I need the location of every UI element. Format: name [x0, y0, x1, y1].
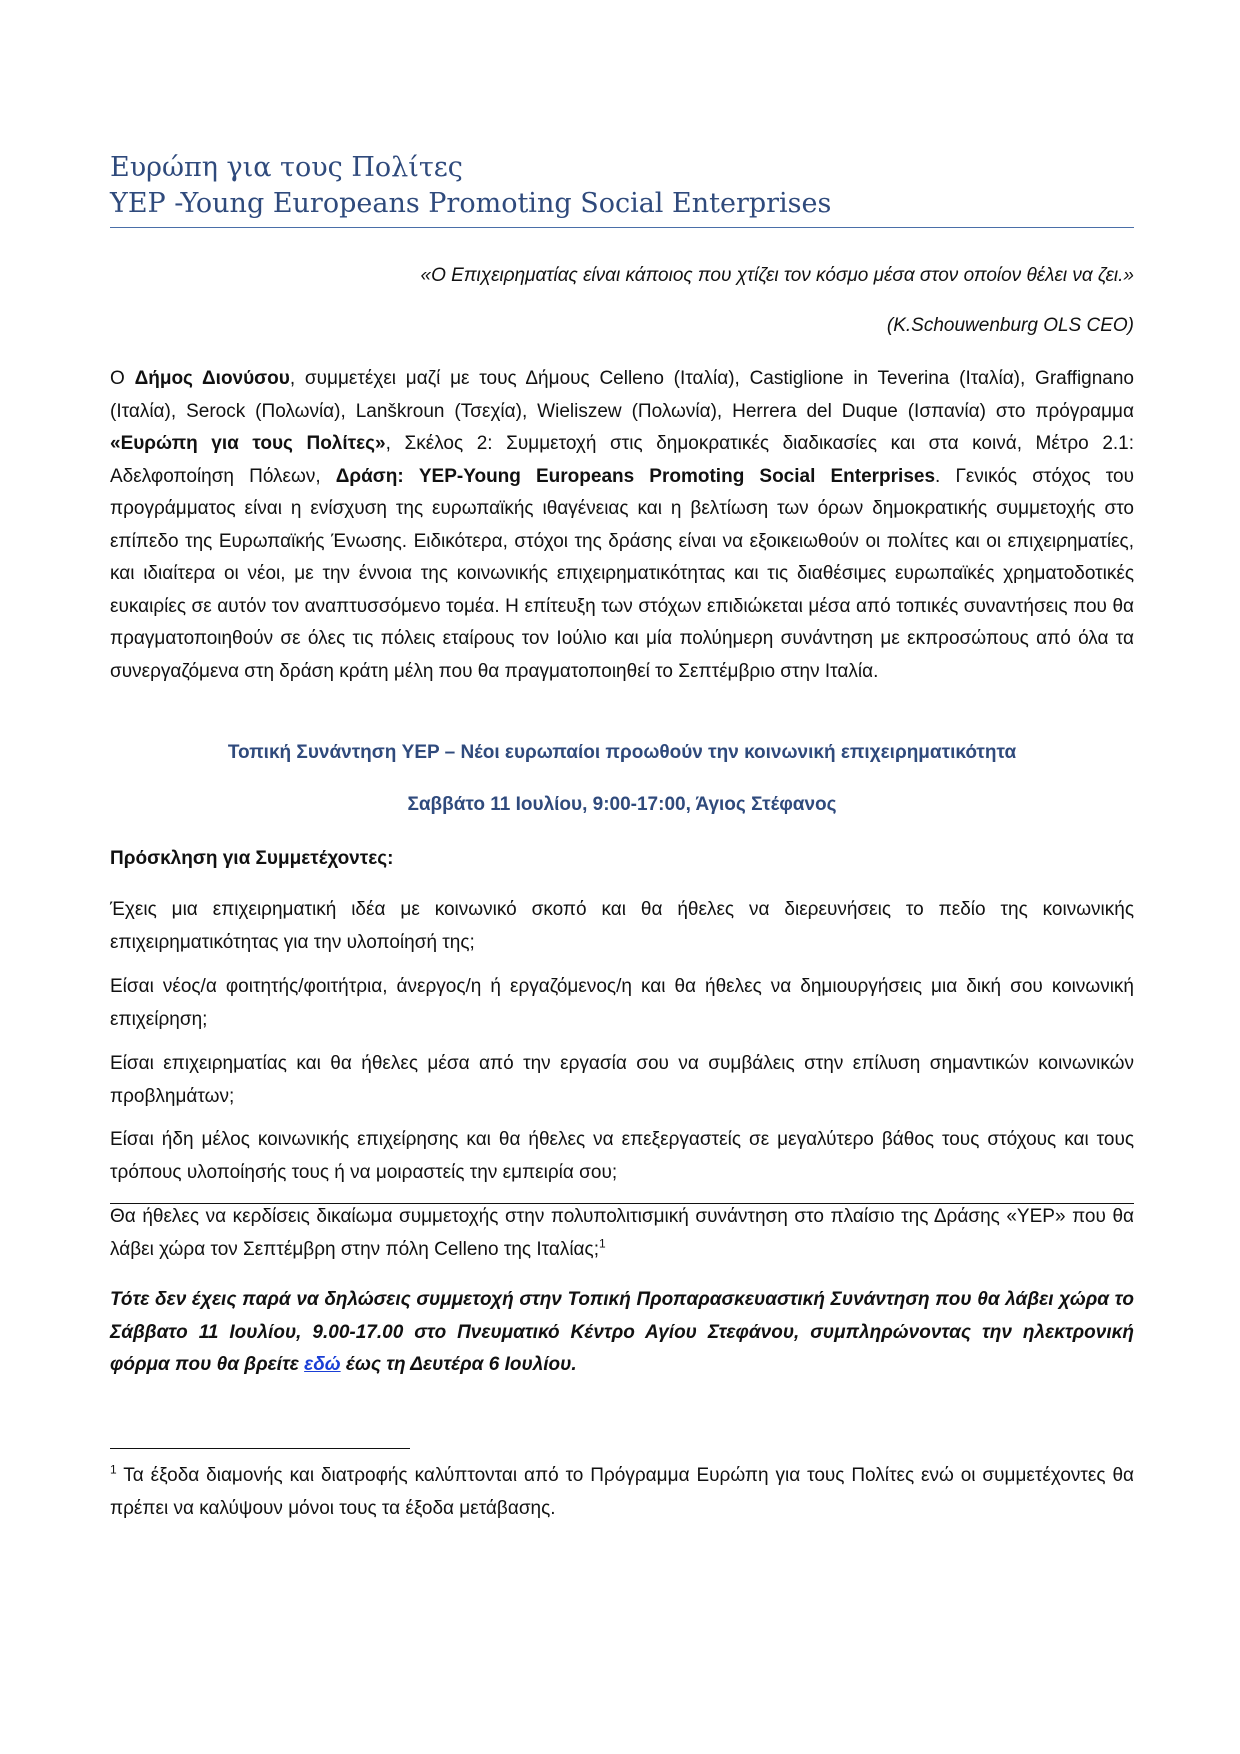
intro-text-1: Ο — [110, 368, 135, 389]
event-title: Τοπική Συνάντηση YEP – Νέοι ευρωπαίοι προωθούν την κοινωνική επιχειρηματικότητα — [227, 742, 1017, 763]
footnote-reference: 1 — [598, 1236, 606, 1251]
question-paragraph: Είσαι νέος/α φοιτητής/φοιτήτρια, άνεργος/η ή εργαζόμενος/η και θα ήθελες να δημιουργήσεις μια δική σου κοινωνική επιχείρηση; — [110, 976, 1134, 1030]
intro-text-4: . Γενικός στόχος του προγράμματος είναι η ενίσχυση της ευρωπαϊκής ιθαγένειας και η βελτίωση των όρων δημοκρατικής συμμετοχής στο επίπεδο της Ευρωπαϊκής Ένωσης. Ειδικότερα, στόχοι της δράσης είναι να εξοικειωθούν οι πολίτες και οι επιχειρηματίες, και ιδιαίτερα οι νέοι, με την έννοια της κοινωνικής επιχειρηματικότητας και τις διαθέσιμες ευρωπαϊκές χρηματοδοτικές ευκαιρίες σε αυτόν τον αναπτυσσόμενο τομέα. Η επίτευξη των στόχων επιδιώκεται μέσα από τοπικές συναντήσεις που θα πραγματοποιηθούν σε όλες τις πόλεις εταίρους τον Ιούλιο και μία πολύημερη συνάντηση με εκπροσώπους από όλα τα συνεργαζόμενα στη δράση κράτη μέλη που θα πραγματοποιηθεί το Σεπτέμβριο στην Ιταλία. — [110, 465, 1134, 682]
registration-paragraph — [110, 1284, 1134, 1382]
header-title-line2: YEP -Young Europeans Promoting Social Enterprises — [110, 188, 832, 219]
question-paragraph: Είσαι επιχειρηματίας και θα ήθελες μέσα από την εργασία σου να συμβάλεις στην επίλυση σημαντικών κοινωνικών προβλημάτων; — [110, 1053, 1134, 1107]
header-divider — [110, 227, 1134, 228]
question-paragraph: Έχεις μια επιχειρηματική ιδέα με κοινωνικό σκοπό και θα ήθελες να διερευνήσεις το πεδίο της κοινωνικής επιχειρηματικότητας για την υλοποίησή της; — [110, 899, 1134, 953]
intro-text-2: , συμμετέχει μαζί με τους Δήμους Celleno (Ιταλία), Castiglione in Teverina (Ιταλία), Graffignano (Ιταλία), Serock (Πολωνία), Lanškroun (Τσεχία), Wieliszew (Πολωνία), Herrera del Duque (Ισπανία) στο πρόγραμμα — [110, 368, 1135, 422]
intro-bold-program: «Ευρώπη για τους Πολίτες» — [110, 433, 386, 454]
document-header — [110, 150, 1134, 222]
footnote-divider — [110, 1448, 410, 1449]
event-datetime: Σαββάτο 11 Ιουλίου, 9:00-17:00, Άγιος Στέφανος — [407, 794, 837, 815]
question-paragraph: Είσαι ήδη μέλος κοινωνικής επιχείρησης και θα ήθελες να επεξεργαστείς σε μεγαλύτερο βάθος τους στόχους και τους τρόπους υλοποίησής τους ή να μοιραστείς την εμπειρία σου; — [110, 1129, 1134, 1183]
last-question-text: Θα ήθελες να κερδίσεις δικαίωμα συμμετοχής στην πολυπολιτισμική συνάντηση στο πλαίσιο της Δράσης «YEP» που θα λάβει χώρα τον Σεπτέμβρη στην πόλη Celleno της Ιταλίας; — [110, 1206, 1134, 1260]
intro-bold-municipality: Δήμος Διονύσου — [134, 368, 290, 389]
quote-text: «Ο Επιχειρηματίας είναι κάποιος που χτίζει τον κόσμο μέσα στον οποίον θέλει να ζει.» — [420, 265, 1134, 286]
intro-bold-action: Δράση: YEP-Young Europeans Promoting Social Enterprises — [335, 465, 936, 487]
footnote-mark: 1 — [110, 1462, 117, 1477]
footnote-text: Τα έξοδα διαμονής και διατροφής καλύπτονται από το Πρόγραμμα Ευρώπη για τους Πολίτες ενώ οι συμμετέχοντες θα πρέπει να καλύψουν μόνοι τους τα έξοδα μετάβασης. — [110, 1465, 1134, 1519]
intro-text-3: , Σκέλος 2: Συμμετοχή στις δημοκρατικές διαδικασίες και στα κοινά, Μέτρο 2.1: Αδελφοποίηση Πόλεων, — [110, 433, 1135, 487]
footnote — [110, 1460, 1134, 1525]
header-title-line1: Ευρώπη για τους Πολίτες — [110, 152, 463, 183]
registration-form-link[interactable]: εδώ — [304, 1354, 341, 1375]
call-title: Πρόσκληση για Συμμετέχοντες: — [110, 848, 394, 869]
quote-author: (K.Schouwenburg OLS CEO) — [886, 315, 1134, 336]
last-question-paragraph — [110, 1201, 1134, 1266]
registration-text-after: έως τη Δευτέρα 6 Ιουλίου. — [340, 1354, 577, 1375]
registration-text-before: Τότε δεν έχεις παρά να δηλώσεις συμμετοχή στην Τοπική Προπαρασκευαστική Συνάντηση που θα λάβει χώρα το Σάββατο 11 Ιουλίου, 9.00-17.00 στο Πνευματικό Κέντρο Αγίου Στεφάνου, συμπληρώνοντας την ηλεκτρονική φόρμα που θα βρείτε — [110, 1289, 1134, 1375]
intro-paragraph — [110, 363, 1134, 688]
